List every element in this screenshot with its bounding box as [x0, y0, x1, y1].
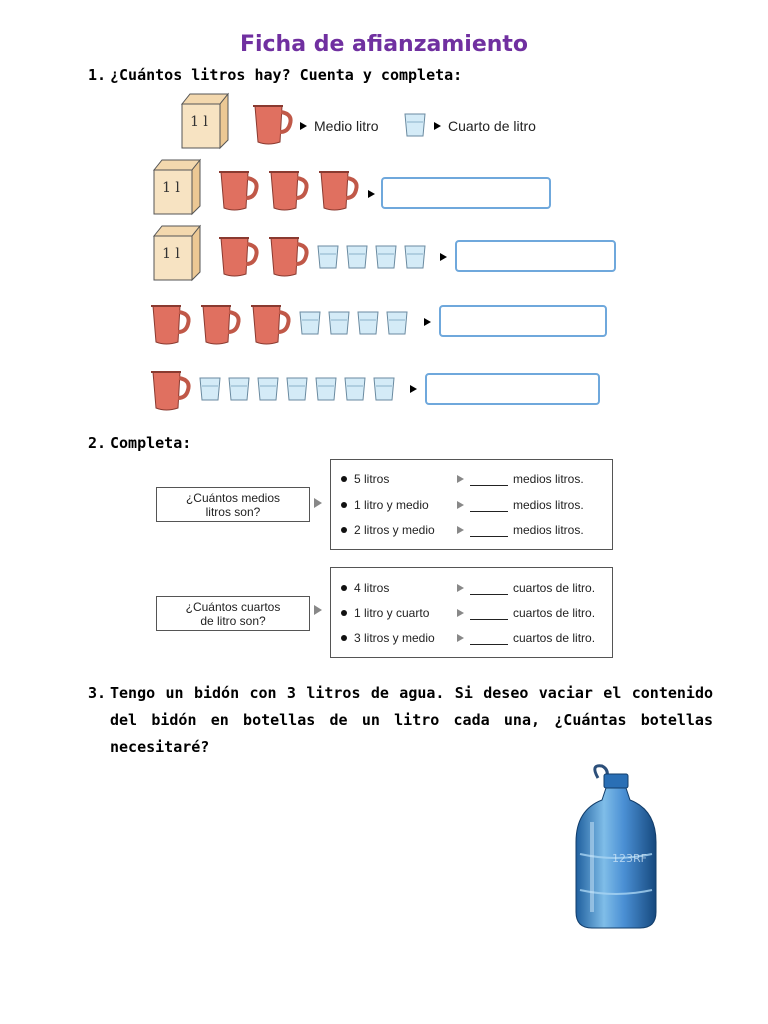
arrow-icon	[410, 385, 417, 393]
item-label: 4 litros	[354, 581, 390, 595]
list-item	[341, 498, 604, 514]
item-label: 3 litros y medio	[354, 631, 435, 645]
question-box-quarter-liters: ¿Cuántos cuartos de litro son?	[156, 596, 310, 631]
item-label: 1 litro y cuarto	[354, 606, 430, 620]
glass-icon	[343, 376, 367, 402]
glass-icon	[403, 244, 427, 270]
bullet-icon	[341, 585, 347, 591]
list-box-quarter-liters	[330, 567, 613, 658]
answer-box-4[interactable]	[425, 373, 600, 405]
arrow-icon	[457, 475, 464, 483]
answer-blank[interactable]	[470, 619, 508, 620]
answer-blank[interactable]	[470, 644, 508, 645]
list-box-half-liters	[330, 459, 613, 550]
pitcher-icon	[150, 302, 192, 346]
question-1-number: 1.	[88, 66, 107, 84]
pitcher-icon	[150, 368, 192, 412]
arrow-icon	[314, 498, 322, 508]
glass-icon	[385, 310, 409, 336]
list-item	[341, 523, 604, 539]
item-label: 5 litros	[354, 472, 390, 486]
pitcher-icon	[318, 168, 360, 212]
pitcher-icon	[268, 234, 310, 278]
glass-icon	[298, 310, 322, 336]
unit-label: medios litros.	[513, 472, 584, 486]
answer-box-1[interactable]	[381, 177, 551, 209]
glass-icon	[372, 376, 396, 402]
bullet-icon	[341, 502, 347, 508]
arrow-icon	[300, 122, 307, 130]
question-box-half-liters: ¿Cuántos medios litros son?	[156, 487, 310, 522]
list-item	[341, 581, 604, 597]
arrow-icon	[457, 526, 464, 534]
arrow-icon	[457, 501, 464, 509]
question-3	[88, 680, 713, 761]
carton-label: 1 l	[162, 180, 180, 196]
unit-label: cuartos de litro.	[513, 581, 596, 595]
glass-icon	[256, 376, 280, 402]
pitcher-icon	[268, 168, 310, 212]
answer-blank[interactable]	[470, 511, 508, 512]
glass-icon	[316, 244, 340, 270]
list-item	[341, 631, 604, 647]
item-label: 2 litros y medio	[354, 523, 435, 537]
arrow-icon	[434, 122, 441, 130]
glass-icon	[374, 244, 398, 270]
glass-icon	[198, 376, 222, 402]
arrow-icon	[457, 609, 464, 617]
glass-icon	[356, 310, 380, 336]
arrow-icon	[457, 634, 464, 642]
glass-icon	[285, 376, 309, 402]
question-3-text: Tengo un bidón con 3 litros de agua. Si deseo vaciar el contenido del bidón en botellas de un litro cada una, ¿Cuántas botellas necesitaré?	[110, 684, 713, 756]
pitcher-icon	[252, 102, 294, 146]
arrow-icon	[424, 318, 431, 326]
bullet-icon	[341, 527, 347, 533]
bullet-icon	[341, 635, 347, 641]
bullet-icon	[341, 610, 347, 616]
unit-label: medios litros.	[513, 498, 584, 512]
arrow-icon	[368, 190, 375, 198]
answer-blank[interactable]	[470, 485, 508, 486]
unit-label: cuartos de litro.	[513, 606, 596, 620]
item-label: 1 litro y medio	[354, 498, 429, 512]
glass-icon	[403, 112, 427, 138]
answer-box-2[interactable]	[455, 240, 616, 272]
glass-icon	[227, 376, 251, 402]
glass-icon	[314, 376, 338, 402]
legend-quarter-liter: Cuarto de litro	[448, 118, 536, 134]
question-2-number: 2.	[88, 434, 107, 452]
list-item	[341, 606, 604, 622]
answer-box-3[interactable]	[439, 305, 607, 337]
list-item	[341, 472, 604, 488]
pitcher-icon	[250, 302, 292, 346]
arrow-icon	[314, 605, 322, 615]
question-1-heading	[88, 66, 462, 84]
pitcher-icon	[218, 234, 260, 278]
unit-label: medios litros.	[513, 523, 584, 537]
arrow-icon	[440, 253, 447, 261]
question-2-heading	[88, 434, 191, 452]
page-title: Ficha de afianzamiento	[239, 32, 529, 57]
legend-half-liter: Medio litro	[314, 118, 379, 134]
pitcher-icon	[218, 168, 260, 212]
glass-icon	[327, 310, 351, 336]
arrow-icon	[457, 584, 464, 592]
carton-label: 1 l	[190, 114, 208, 130]
pitcher-icon	[200, 302, 242, 346]
water-jug-image	[570, 762, 662, 932]
watermark-text: 123RF	[612, 852, 647, 865]
bullet-icon	[341, 476, 347, 482]
answer-blank[interactable]	[470, 536, 508, 537]
question-3-number: 3.	[88, 684, 107, 702]
answer-blank[interactable]	[470, 594, 508, 595]
glass-icon	[345, 244, 369, 270]
carton-label: 1 l	[162, 246, 180, 262]
unit-label: cuartos de litro.	[513, 631, 596, 645]
question-1-text: ¿Cuántos litros hay? Cuenta y completa:	[110, 66, 463, 84]
question-2-text: Completa:	[110, 434, 192, 452]
